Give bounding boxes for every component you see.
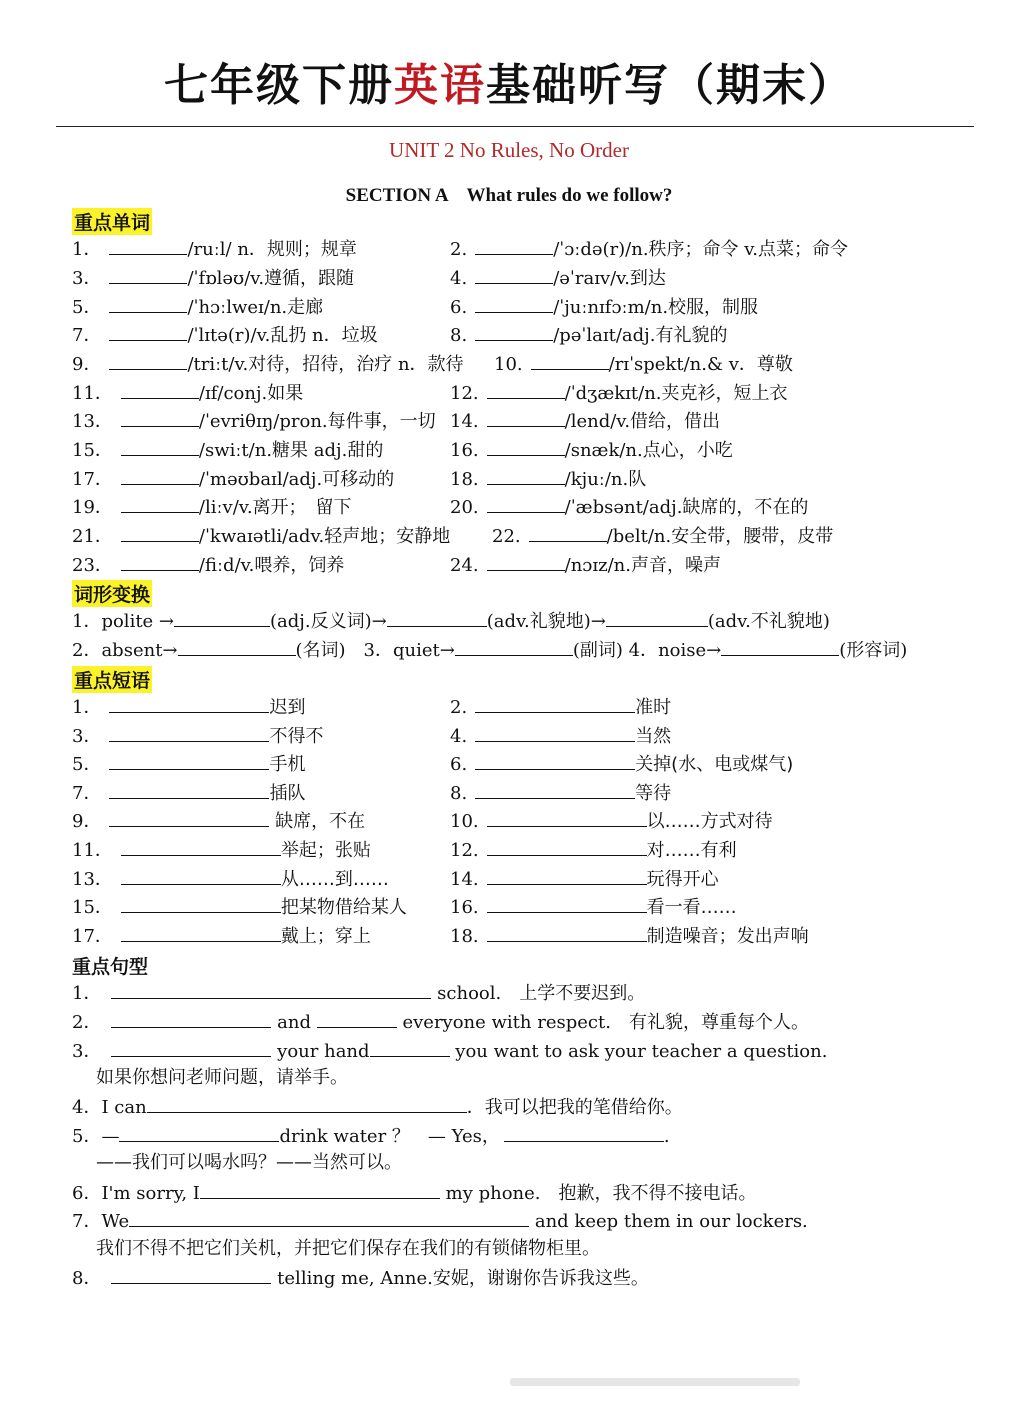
page-title: 七年级下册英语基础听写（期末）	[164, 60, 854, 111]
vocab-definition: /ˈevriθɪŋ/pron.每件事，一切	[198, 411, 436, 432]
phrase-number: 15．	[72, 897, 113, 918]
vocab-item	[72, 523, 450, 549]
vocab-item	[450, 322, 727, 348]
vocab-definition: /ˈæbsənt/adj.缺席的，不在的	[564, 497, 809, 518]
phrase-meaning: 准时	[635, 697, 672, 718]
phrase-item	[72, 808, 365, 834]
phrase-number: 8.	[450, 783, 468, 804]
title-divider	[56, 126, 974, 127]
answer-blank[interactable]	[109, 694, 269, 713]
vocab-item	[72, 265, 354, 291]
sentence-2: 2． and everyone with respect. 有礼貌，尊重每个人。	[72, 1009, 809, 1035]
phrase-meaning: 插队	[269, 783, 306, 804]
vocab-definition: /ˈfɒləʊ/v.遵循，跟随	[187, 268, 355, 289]
answer-blank[interactable]	[487, 808, 647, 827]
answer-blank[interactable]	[109, 351, 187, 370]
answer-blank[interactable]	[109, 780, 269, 799]
vocab-definition: /ˈməʊbaɪl/adj.可移动的	[198, 469, 395, 490]
vocab-number: 24.	[450, 555, 479, 576]
phrase-item	[450, 751, 793, 777]
vocab-definition: /lend/v.借给，借出	[564, 411, 721, 432]
phrase-number: 9．	[72, 811, 102, 832]
answer-blank[interactable]	[475, 723, 635, 742]
phrase-item	[72, 837, 371, 863]
answer-blank[interactable]	[529, 523, 607, 542]
phrase-meaning: 缺席，不在	[269, 811, 366, 832]
vocab-definition: /əˈraɪv/v.到达	[553, 268, 666, 289]
answer-blank[interactable]	[111, 1009, 271, 1028]
vocab-item	[450, 552, 721, 578]
phrase-number: 5．	[72, 754, 102, 775]
phrase-meaning: 迟到	[269, 697, 306, 718]
phrase-number: 11．	[72, 840, 113, 861]
answer-blank[interactable]	[387, 608, 487, 627]
answer-blank[interactable]	[121, 494, 199, 513]
answer-blank[interactable]	[370, 1038, 450, 1057]
answer-blank[interactable]	[121, 523, 199, 542]
vocab-definition: /triːt/v.对待，招待，治疗 n．款待	[187, 354, 464, 375]
vocab-item	[72, 351, 464, 377]
vocab-number: 5．	[72, 297, 102, 318]
answer-blank[interactable]	[487, 837, 647, 856]
vocab-number: 2.	[450, 239, 468, 260]
phrase-number: 14.	[450, 869, 479, 890]
phrase-number: 2.	[450, 697, 468, 718]
answer-blank[interactable]	[121, 923, 281, 942]
answer-blank[interactable]	[121, 437, 199, 456]
sentence-7-translation: 我们不得不把它们关机，并把它们保存在我们的有锁储物柜里。	[96, 1238, 600, 1259]
answer-blank[interactable]	[109, 322, 187, 341]
vocab-item	[450, 437, 733, 463]
vocab-item	[72, 236, 357, 262]
answer-blank[interactable]	[129, 1208, 529, 1227]
vocab-number: 1．	[72, 239, 102, 260]
vocab-item	[72, 322, 378, 348]
vocab-number: 13．	[72, 411, 113, 432]
answer-blank[interactable]	[121, 466, 199, 485]
vocab-number: 15．	[72, 440, 113, 461]
phrase-number: 17．	[72, 926, 113, 947]
phrase-number: 3．	[72, 726, 102, 747]
sentence-4: 4．I can ．我可以把我的笔借给你。	[72, 1094, 683, 1120]
vocab-item	[72, 294, 323, 320]
answer-blank[interactable]	[487, 437, 565, 456]
watermark-strip	[510, 1378, 800, 1386]
phrase-item	[72, 780, 305, 806]
phrase-item	[72, 866, 389, 892]
section-title: SECTION A What rules do we follow?	[345, 185, 673, 206]
phrase-number: 12.	[450, 840, 479, 861]
phrase-meaning: 从……到……	[280, 869, 389, 890]
vocab-number: 16.	[450, 440, 479, 461]
vocab-definition: /kjuː/n.队	[564, 469, 647, 490]
answer-blank[interactable]	[109, 265, 187, 284]
answer-blank[interactable]	[487, 466, 565, 485]
phrase-number: 18.	[450, 926, 479, 947]
phrase-meaning: 看一看……	[646, 897, 737, 918]
vocab-definition: /liːv/v.离开； 留下	[198, 497, 352, 518]
answer-blank[interactable]	[475, 236, 553, 255]
vocab-number: 14.	[450, 411, 479, 432]
phrase-item	[72, 723, 323, 749]
answer-blank[interactable]	[487, 923, 647, 942]
phrase-meaning: 戴上；穿上	[280, 926, 371, 947]
phrase-meaning: 玩得开心	[646, 869, 719, 890]
vocab-item	[72, 494, 352, 520]
phrase-meaning: 不得不	[269, 726, 324, 747]
answer-blank[interactable]	[475, 322, 553, 341]
answer-blank[interactable]	[475, 694, 635, 713]
answer-blank[interactable]	[121, 380, 199, 399]
sentence-5: 5．— drink water ？ — Yes， .	[72, 1123, 670, 1149]
phrase-number: 10.	[450, 811, 479, 832]
vocab-item	[450, 236, 848, 262]
vocab-item	[450, 265, 666, 291]
vocab-definition: /ɪf/conj.如果	[198, 383, 304, 404]
sentence-1: 1． school. 上学不要迟到。	[72, 980, 645, 1006]
vocab-definition: /snæk/n.点心，小吃	[564, 440, 733, 461]
vocab-item	[72, 466, 394, 492]
vocab-definition: /ˈhɔːlweɪ/n.走廊	[187, 297, 324, 318]
vocab-definition: /belt/n.安全带，腰带，皮带	[606, 526, 834, 547]
form-line-1: 1．polite → (adj.反义词)→ (adv.礼貌地)→ (adv.不礼貌地)	[72, 608, 830, 634]
form-line-2: 2．absent→ (名词) 3．quiet→ (副词) 4．noise→ (形容词)	[72, 637, 907, 663]
sentence-8: 8． telling me, Anne.安妮，谢谢你告诉我这些。	[72, 1265, 649, 1291]
vocab-number: 18.	[450, 469, 479, 490]
vocab-number: 8.	[450, 325, 468, 346]
phrase-item	[450, 894, 737, 920]
vocab-definition: /nɔɪz/n.声音，噪声	[564, 555, 721, 576]
vocab-item	[72, 380, 303, 406]
phrase-item	[450, 694, 671, 720]
phrase-item	[450, 808, 773, 834]
phrase-number: 4.	[450, 726, 468, 747]
phrase-item	[450, 780, 671, 806]
answer-blank[interactable]	[121, 408, 199, 427]
vocab-definition: /swiːt/n.糖果 adj.甜的	[198, 440, 384, 461]
heading-phrases: 重点短语	[72, 666, 152, 693]
vocab-number: 17．	[72, 469, 113, 490]
answer-blank[interactable]	[487, 552, 565, 571]
heading-vocab: 重点单词	[72, 208, 152, 235]
answer-blank[interactable]	[178, 637, 296, 656]
vocab-number: 10.	[494, 354, 523, 375]
vocab-item	[492, 523, 833, 549]
answer-blank[interactable]	[121, 866, 281, 885]
answer-blank[interactable]	[109, 236, 187, 255]
answer-blank[interactable]	[174, 608, 270, 627]
answer-blank[interactable]	[487, 494, 565, 513]
answer-blank[interactable]	[606, 608, 708, 627]
answer-blank[interactable]	[111, 1265, 271, 1284]
sentence-3-translation: 如果你想问老师问题，请举手。	[96, 1067, 348, 1088]
phrase-item	[72, 923, 371, 949]
vocab-number: 23．	[72, 555, 113, 576]
answer-blank[interactable]	[487, 866, 647, 885]
answer-blank[interactable]	[475, 780, 635, 799]
vocab-number: 7．	[72, 325, 102, 346]
vocab-number: 4.	[450, 268, 468, 289]
phrase-number: 13．	[72, 869, 113, 890]
vocab-item	[450, 494, 808, 520]
answer-blank[interactable]	[455, 637, 573, 656]
answer-blank[interactable]	[475, 265, 553, 284]
vocab-item	[72, 437, 383, 463]
vocab-item	[450, 294, 758, 320]
answer-blank[interactable]	[487, 894, 647, 913]
phrase-meaning: 对……有利	[646, 840, 737, 861]
phrase-meaning: 关掉(水、电或煤气)	[635, 754, 794, 775]
phrase-meaning: 以……方式对待	[646, 811, 773, 832]
vocab-item	[450, 466, 646, 492]
answer-blank[interactable]	[111, 1038, 271, 1057]
vocab-number: 6.	[450, 297, 468, 318]
answer-blank[interactable]	[487, 380, 565, 399]
phrase-meaning: 手机	[269, 754, 306, 775]
answer-blank[interactable]	[111, 980, 431, 999]
sentence-7: 7．We and keep them in our lockers.	[72, 1208, 808, 1234]
answer-blank[interactable]	[109, 723, 269, 742]
answer-blank[interactable]	[109, 808, 269, 827]
answer-blank[interactable]	[200, 1180, 440, 1199]
vocab-number: 22.	[492, 526, 521, 547]
answer-blank[interactable]	[531, 351, 609, 370]
answer-blank[interactable]	[121, 837, 281, 856]
vocab-item	[450, 408, 720, 434]
vocab-item	[72, 408, 436, 434]
vocab-number: 19．	[72, 497, 113, 518]
title-highlight: 英语	[394, 60, 486, 111]
phrase-item	[450, 837, 737, 863]
answer-blank[interactable]	[109, 294, 187, 313]
vocab-number: 3．	[72, 268, 102, 289]
vocab-definition: /ruːl/ n．规则；规章	[187, 239, 357, 260]
vocab-number: 20.	[450, 497, 479, 518]
phrase-meaning: 把某物借给某人	[280, 897, 407, 918]
vocab-definition: /rɪˈspekt/n.& v．尊敬	[608, 354, 793, 375]
phrase-number: 1．	[72, 697, 102, 718]
phrase-item	[450, 866, 719, 892]
answer-blank[interactable]	[317, 1009, 397, 1028]
vocab-definition: /ˈdʒækɪt/n.夹克衫，短上衣	[564, 383, 788, 404]
vocab-number: 9．	[72, 354, 102, 375]
answer-blank[interactable]	[147, 1094, 467, 1113]
phrase-meaning: 制造噪音；发出声响	[646, 926, 809, 947]
phrase-meaning: 等待	[635, 783, 672, 804]
vocab-definition: /ˈjuːnɪfɔːm/n.校服，制服	[553, 297, 759, 318]
answer-blank[interactable]	[109, 751, 269, 770]
phrase-meaning: 举起；张贴	[280, 840, 371, 861]
vocab-number: 12.	[450, 383, 479, 404]
vocab-definition: /ˈlɪtə(r)/v.乱扔 n．垃圾	[187, 325, 378, 346]
heading-forms: 词形变换	[72, 580, 152, 607]
heading-sentences: 重点句型	[72, 956, 149, 978]
vocab-definition: /fiːd/v.喂养，饲养	[198, 555, 345, 576]
phrase-number: 6.	[450, 754, 468, 775]
vocab-number: 21．	[72, 526, 113, 547]
answer-blank[interactable]	[475, 294, 553, 313]
answer-blank[interactable]	[721, 637, 839, 656]
phrase-item	[72, 694, 305, 720]
vocab-item	[450, 380, 788, 406]
answer-blank[interactable]	[121, 894, 281, 913]
phrase-item	[450, 723, 671, 749]
sentence-3: 3． your hand you want to ask your teacher a question.	[72, 1038, 827, 1064]
vocab-item	[494, 351, 793, 377]
answer-blank[interactable]	[487, 408, 565, 427]
phrase-item	[450, 923, 809, 949]
answer-blank[interactable]	[119, 1123, 279, 1142]
vocab-item	[72, 552, 344, 578]
sentence-6: 6．I'm sorry, I my phone. 抱歉，我不得不接电话。	[72, 1180, 757, 1206]
vocab-definition: /ˈkwaɪətli/adv.轻声地；安静地	[198, 526, 451, 547]
phrase-meaning: 当然	[635, 726, 672, 747]
phrase-item	[72, 894, 407, 920]
answer-blank[interactable]	[475, 751, 635, 770]
phrase-number: 7．	[72, 783, 102, 804]
sentence-5-translation: ——我们可以喝水吗？——当然可以。	[96, 1152, 402, 1173]
phrase-item	[72, 751, 305, 777]
phrase-number: 16.	[450, 897, 479, 918]
vocab-number: 11．	[72, 383, 113, 404]
answer-blank[interactable]	[121, 552, 199, 571]
answer-blank[interactable]	[504, 1123, 664, 1142]
unit-title: UNIT 2 No Rules, No Order	[389, 138, 629, 162]
vocab-definition: /ˈɔːdə(r)/n.秩序；命令 v.点菜；命令	[553, 239, 849, 260]
vocab-definition: /pəˈlaɪt/adj.有礼貌的	[553, 325, 728, 346]
